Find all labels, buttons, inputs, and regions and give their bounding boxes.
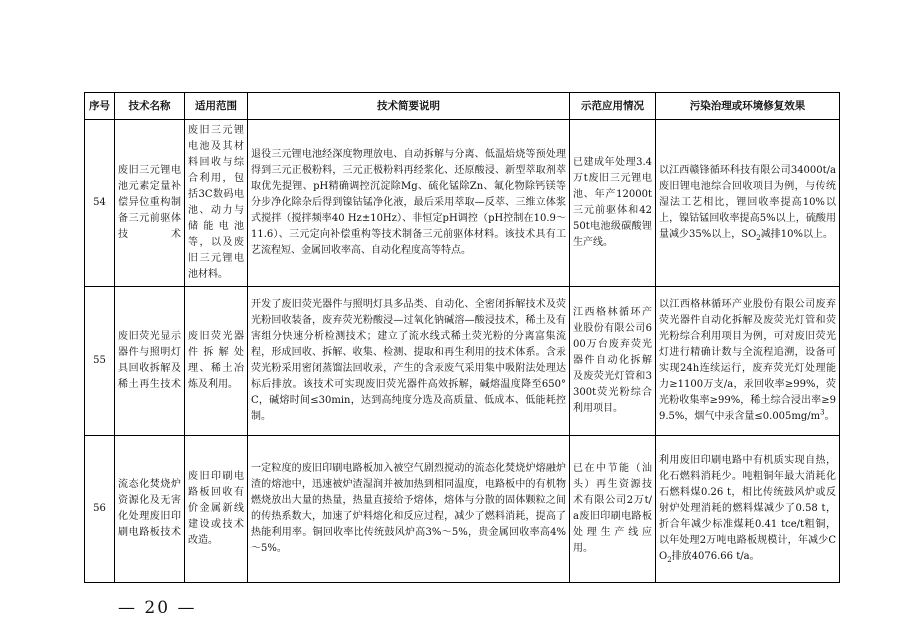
demo-application: 江西格林循环产业股份有限公司600万台废弃荧光器件自动化拆解及废荧光灯管和3300t荧光粉综合利用项目。 — [570, 287, 656, 436]
header-effect: 污染治理或环境修复效果 — [656, 93, 840, 120]
technology-table — [84, 92, 840, 583]
row-number: 54 — [85, 120, 115, 287]
effect-superscript: 3 — [820, 408, 825, 417]
effect-text: 以江西赣锋循环科技有限公司34000t/a废旧锂电池综合回收项目为例，与传统湿法工艺相比，锂回收率提高10%以上，镍钴锰回收率提高5%以上，硫酸用量减少35%以上，SO — [659, 165, 836, 240]
technology-description: 一定粒度的废旧印刷电路板加入被空气剧烈搅动的流态化焚烧炉熔融炉渣的熔池中，迅速被炉渣湿润并被加热到相同温度，电路板中的有机物燃烧放出大量的热量，热量直接给予熔体，熔体与分散的固体颗粒之间的传热系数大，加速了炉料熔化和反应过程，减少了燃料消耗，提高了热能利用率。铜回收率比传统鼓风炉高3%～5%，贵金属回收率高4%～5%。 — [248, 436, 570, 583]
demo-application: 已建成年处理3.4万t废旧三元锂电池、年产12000t三元前驱体和4250t电池级碳酸锂生产线。 — [570, 120, 656, 287]
table-row — [85, 436, 840, 583]
technology-name: 流态化焚烧炉资源化及无害化处理废旧印刷电路板技术 — [115, 436, 185, 583]
effect-text: 利用废旧印刷电路中有机质实现自热，化石燃料消耗少。吨粗铜年最大消耗化石燃料煤0.26 t，相比传统鼓风炉或反射炉处理消耗的燃料煤减少了0.58 t，折合年减少标准煤耗0.41 tce/t粗铜，以年处理2万吨电路板规模计，年减少CO — [659, 455, 836, 562]
technology-description: 开发了废旧荧光器件与照明灯具多品类、自动化、全密闭拆解技术及荧光粉回收装备，废弃荧光粉酸浸—过氧化钠碱溶—酸浸技术，稀土及有害组分快速分析检测技术；建立了流水线式稀土荧光粉的分离富集流程，形成回收、拆解、收集、检测、提取和再生利用的技术体系。含汞荧光粉采用密闭蒸馏法回收汞，产生的含汞废气采用集中吸附法处理达标后排放。该技术可实现废旧荧光器件高效拆解，碱熔温度降至650°C，碱熔时间≤30min，达到高纯度分选及高质量、低成本、低能耗控制。 — [248, 287, 570, 436]
demo-application: 已在中节能（汕头）再生资源技术有限公司2万t/a废旧印刷电路板处理生产线应用。 — [570, 436, 656, 583]
effect-text-end: 减排10%以上。 — [760, 229, 833, 240]
page-number: — 20 — — [118, 598, 197, 618]
row-number: 56 — [85, 436, 115, 583]
remediation-effect — [656, 120, 840, 287]
remediation-effect — [656, 287, 840, 436]
effect-subscript: 2 — [756, 234, 761, 242]
effect-text: 以江西格林循环产业股份有限公司废弃荧光器件自动化拆解及废荧光灯管和荧光粉综合利用项目为例，可对废旧荧光灯进行精确计数与全流程追溯，设备可实现24h连续运行，废弃荧光灯处理能力≥1100万支/a，汞回收率≥99%，荧光粉收集率≥99%，稀土综合浸出率≥99.5%，烟气中汞含量≤0.005mg/m — [659, 299, 836, 422]
table-row — [85, 287, 840, 436]
header-no: 序号 — [85, 93, 115, 120]
row-number: 55 — [85, 287, 115, 436]
remediation-effect — [656, 436, 840, 583]
header-scope: 适用范围 — [185, 93, 248, 120]
application-scope: 废旧三元锂电池及其材料回收与综合利用，包括3C数码电池、动力与储能电池等，以及废旧三元锂电池材料。 — [185, 120, 248, 287]
table-header-row — [85, 93, 840, 120]
effect-text-end: 排放4076.66 t/a。 — [671, 551, 760, 562]
effect-text-end: 。 — [824, 411, 835, 422]
effect-subscript: 2 — [667, 556, 672, 564]
header-description: 技术简要说明 — [248, 93, 570, 120]
table-row — [85, 120, 840, 287]
application-scope: 废旧印刷电路板回收有价金属新线建设或技术改造。 — [185, 436, 248, 583]
technology-name: 废旧三元锂电池元素定量补偿异位重构制备三元前驱体技术 — [115, 120, 185, 287]
technology-description: 退役三元锂电池经深度物理放电、自动拆解与分离、低温焙烧等预处理得到三元正极粉料，三元正极粉料再经浆化、还原酸浸、新型萃取剂萃取优先提锂、pH精确调控沉淀除Mg、硫化锰除Zn、氟化物除钙镁等分步净化除杂后得到镍钴锰净化液，最后采用萃取—反萃、三维立体浆式搅拌（搅拌频率40 Hz±10Hz）、非恒定pH调控（pH控制在10.9～11.6）、三元定向补偿重构等技术制备三元前驱体材料。该技术具有工艺流程短、金属回收率高、自动化程度高等特点。 — [248, 120, 570, 287]
header-demo: 示范应用情况 — [570, 93, 656, 120]
application-scope: 废旧荧光器件拆解处理、稀土冶炼及利用。 — [185, 287, 248, 436]
technology-name: 废旧荧光显示器件与照明灯具回收拆解及稀土再生技术 — [115, 287, 185, 436]
header-name: 技术名称 — [115, 93, 185, 120]
